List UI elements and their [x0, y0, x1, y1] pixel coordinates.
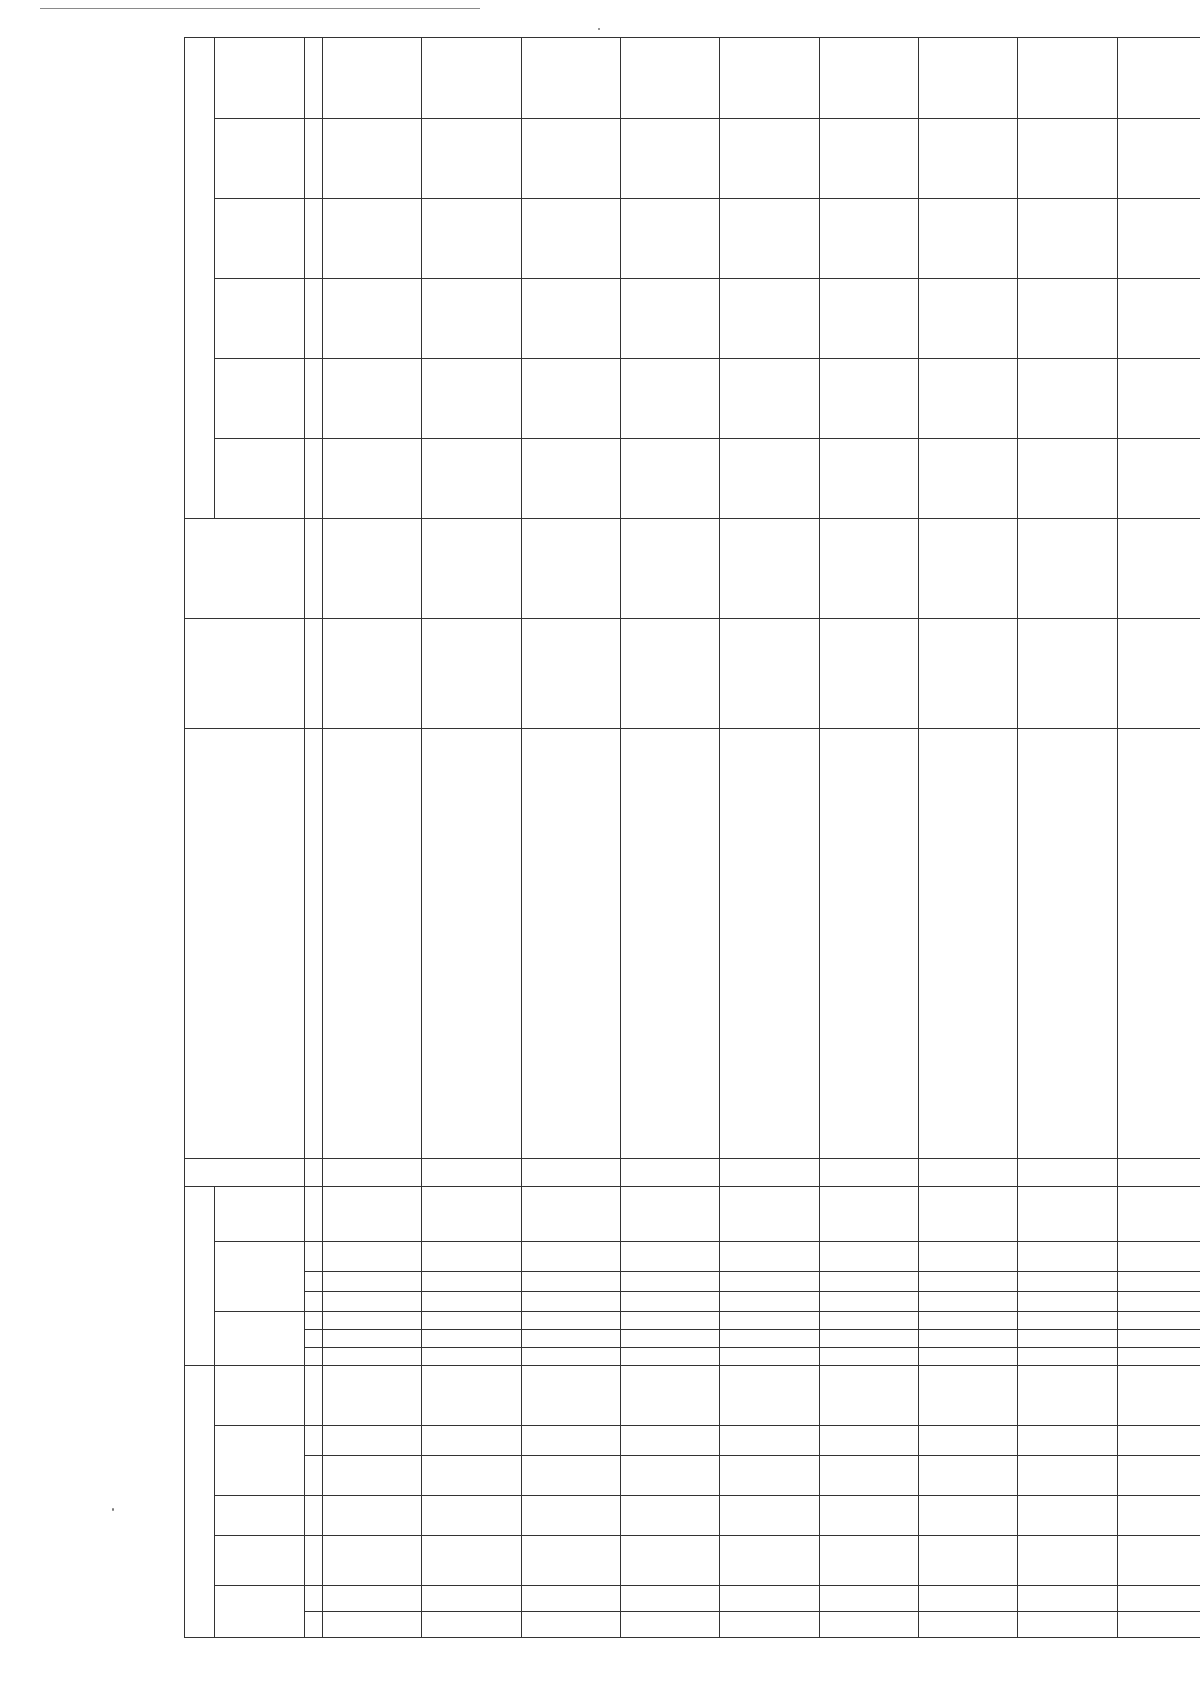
header-year — [215, 439, 305, 519]
year-value-cell — [1117, 37, 1200, 118]
header-responsible-executor — [215, 1242, 305, 1312]
code-cell — [720, 1312, 819, 1330]
code-cell — [819, 1426, 918, 1456]
code-cell — [819, 1536, 918, 1586]
header-unit-column — [185, 619, 305, 729]
code-cell — [323, 1272, 422, 1292]
code-cell — [521, 1612, 620, 1638]
row-name-cell — [918, 729, 1017, 1159]
code-cell — [918, 1242, 1017, 1272]
code-cell — [620, 1456, 719, 1496]
code-cell — [720, 1272, 819, 1292]
year-value-cell — [1117, 119, 1200, 199]
code-cell — [323, 1496, 422, 1536]
year-value-cell — [323, 359, 422, 439]
year-value-cell — [918, 119, 1017, 199]
code-cell — [720, 1330, 819, 1348]
column-number-cell — [305, 1330, 323, 1348]
year-value-cell — [1117, 439, 1200, 519]
year-value-cell — [521, 119, 620, 199]
year-value-cell — [620, 279, 719, 359]
code-cell — [918, 1187, 1017, 1242]
code-cell — [521, 1312, 620, 1330]
baseline-cell — [620, 519, 719, 619]
year-value-cell — [323, 119, 422, 199]
code-cell — [422, 1330, 521, 1348]
code-cell — [720, 1456, 819, 1496]
code-cell — [422, 1612, 521, 1638]
code-cell — [918, 1586, 1017, 1612]
column-number-cell — [305, 1348, 323, 1366]
code-cell — [819, 1456, 918, 1496]
header-years-group — [185, 37, 215, 518]
code-cell — [422, 1187, 521, 1242]
year-value-cell — [1117, 279, 1200, 359]
column-number-cell — [305, 1312, 323, 1330]
year-value-cell — [323, 279, 422, 359]
column-number-cell — [305, 519, 323, 619]
code-cell — [521, 1496, 620, 1536]
code-cell — [521, 1292, 620, 1312]
baseline-cell — [422, 519, 521, 619]
scan-speck — [598, 28, 600, 30]
code-cell — [819, 1330, 918, 1348]
header-structural-element-type — [215, 1496, 305, 1536]
year-value-cell — [819, 439, 918, 519]
code-cell — [720, 1159, 819, 1187]
year-value-cell — [422, 37, 521, 118]
year-value-cell — [323, 439, 422, 519]
table-row — [1018, 37, 1117, 1637]
code-cell — [720, 1612, 819, 1638]
code-cell — [819, 1312, 918, 1330]
code-cell — [1018, 1612, 1117, 1638]
year-value-cell — [620, 119, 719, 199]
year-value-cell — [918, 279, 1017, 359]
code-cell — [422, 1272, 521, 1292]
table-row — [720, 37, 819, 1637]
code-cell — [1018, 1426, 1117, 1456]
code-cell — [819, 1242, 918, 1272]
column-number-cell — [305, 1159, 323, 1187]
unit-cell — [1117, 619, 1200, 729]
table-row — [918, 37, 1017, 1637]
code-cell — [819, 1348, 918, 1366]
code-cell — [918, 1536, 1017, 1586]
code-cell — [819, 1292, 918, 1312]
unit-cell — [720, 619, 819, 729]
header-year — [215, 37, 305, 118]
code-cell — [323, 1426, 422, 1456]
code-cell — [1117, 1612, 1200, 1638]
year-value-cell — [1018, 279, 1117, 359]
year-value-cell — [720, 119, 819, 199]
code-cell — [422, 1348, 521, 1366]
code-cell — [1117, 1586, 1200, 1612]
year-value-cell — [918, 199, 1017, 279]
year-value-cell — [918, 359, 1017, 439]
year-value-cell — [521, 37, 620, 118]
code-cell — [323, 1242, 422, 1272]
year-value-cell — [620, 359, 719, 439]
table-row — [323, 37, 422, 1637]
baseline-cell — [918, 519, 1017, 619]
column-number-cell — [305, 1292, 323, 1312]
code-cell — [720, 1242, 819, 1272]
unit-cell — [918, 619, 1017, 729]
unit-cell — [1018, 619, 1117, 729]
baseline-cell — [521, 519, 620, 619]
column-number-cell — [305, 119, 323, 199]
column-number-cell — [305, 37, 323, 118]
header-budget-classification-code — [185, 1187, 215, 1366]
unit-cell — [323, 619, 422, 729]
year-value-cell — [819, 119, 918, 199]
code-cell — [620, 1242, 719, 1272]
rotated-table-container — [184, 98, 1200, 1638]
code-cell — [521, 1242, 620, 1272]
year-value-cell — [720, 279, 819, 359]
code-cell — [720, 1348, 819, 1366]
code-cell — [1018, 1496, 1117, 1536]
code-cell — [1018, 1366, 1117, 1426]
code-cell — [422, 1312, 521, 1330]
column-number-cell — [305, 1187, 323, 1242]
year-value-cell — [521, 359, 620, 439]
code-cell — [1117, 1292, 1200, 1312]
column-number-cell — [305, 1536, 323, 1586]
code-cell — [1018, 1348, 1117, 1366]
code-cell — [819, 1187, 918, 1242]
code-cell — [620, 1348, 719, 1366]
code-cell — [1018, 1187, 1117, 1242]
header-additional-analytic-code — [185, 1366, 215, 1638]
code-cell — [819, 1496, 918, 1536]
baseline-cell — [819, 519, 918, 619]
code-cell — [422, 1159, 521, 1187]
code-cell — [918, 1366, 1017, 1426]
column-number-cell — [305, 279, 323, 359]
column-number-cell — [305, 729, 323, 1159]
code-cell — [918, 1159, 1017, 1187]
code-cell — [918, 1456, 1017, 1496]
code-cell — [323, 1612, 422, 1638]
code-cell — [918, 1348, 1017, 1366]
header-year — [215, 199, 305, 279]
code-cell — [1117, 1187, 1200, 1242]
header-regional-project-task — [215, 1366, 305, 1426]
table-row — [620, 37, 719, 1637]
code-cell — [323, 1348, 422, 1366]
year-value-cell — [620, 439, 719, 519]
code-cell — [422, 1426, 521, 1456]
header-year — [215, 119, 305, 199]
year-value-cell — [620, 37, 719, 118]
code-cell — [323, 1536, 422, 1586]
header-expense-direction — [215, 1187, 305, 1242]
code-cell — [521, 1366, 620, 1426]
code-cell — [521, 1536, 620, 1586]
code-cell — [720, 1496, 819, 1536]
year-value-cell — [1117, 199, 1200, 279]
code-cell — [1018, 1312, 1117, 1330]
code-cell — [1117, 1272, 1200, 1292]
year-value-cell — [720, 359, 819, 439]
unit-cell — [819, 619, 918, 729]
year-value-cell — [918, 439, 1017, 519]
code-cell — [620, 1366, 719, 1426]
year-value-cell — [1018, 199, 1117, 279]
year-value-cell — [1018, 439, 1117, 519]
code-cell — [521, 1426, 620, 1456]
header-measure — [215, 1312, 305, 1366]
header-name-column — [185, 729, 305, 1159]
code-cell — [422, 1292, 521, 1312]
code-cell — [1117, 1312, 1200, 1330]
baseline-cell — [1117, 519, 1200, 619]
row-name-cell — [1018, 729, 1117, 1159]
code-cell — [323, 1366, 422, 1426]
code-cell — [720, 1586, 819, 1612]
column-number-cell — [305, 199, 323, 279]
column-number-cell — [305, 439, 323, 519]
row-name-cell — [422, 729, 521, 1159]
code-cell — [323, 1187, 422, 1242]
header-structural-element — [215, 1426, 305, 1496]
row-name-cell — [521, 729, 620, 1159]
code-cell — [1018, 1456, 1117, 1496]
code-cell — [1018, 1272, 1117, 1292]
year-value-cell — [521, 439, 620, 519]
code-cell — [620, 1536, 719, 1586]
year-value-cell — [819, 279, 918, 359]
year-value-cell — [521, 199, 620, 279]
header-state-program — [215, 1586, 305, 1638]
code-cell — [918, 1496, 1017, 1536]
code-cell — [1117, 1536, 1200, 1586]
code-cell — [1018, 1242, 1117, 1272]
code-cell — [323, 1312, 422, 1330]
code-cell — [422, 1496, 521, 1536]
code-cell — [1117, 1496, 1200, 1536]
year-value-cell — [422, 199, 521, 279]
code-cell — [323, 1159, 422, 1187]
code-cell — [620, 1187, 719, 1242]
year-value-cell — [819, 199, 918, 279]
code-cell — [620, 1426, 719, 1456]
code-cell — [620, 1159, 719, 1187]
header-baseline-column — [185, 519, 305, 619]
code-cell — [620, 1312, 719, 1330]
code-cell — [521, 1272, 620, 1292]
code-cell — [323, 1586, 422, 1612]
column-number-cell — [305, 359, 323, 439]
year-value-cell — [819, 359, 918, 439]
baseline-cell — [323, 519, 422, 619]
code-cell — [521, 1187, 620, 1242]
code-cell — [1018, 1536, 1117, 1586]
code-cell — [819, 1612, 918, 1638]
code-cell — [918, 1330, 1017, 1348]
code-cell — [422, 1586, 521, 1612]
code-cell — [1117, 1426, 1200, 1456]
year-value-cell — [720, 199, 819, 279]
code-cell — [620, 1292, 719, 1312]
code-cell — [620, 1272, 719, 1292]
code-cell — [422, 1242, 521, 1272]
code-cell — [620, 1496, 719, 1536]
column-number-cell — [305, 1612, 323, 1638]
row-name-cell — [620, 729, 719, 1159]
code-cell — [1018, 1586, 1117, 1612]
year-value-cell — [422, 439, 521, 519]
year-value-cell — [1018, 119, 1117, 199]
code-cell — [521, 1456, 620, 1496]
table-row — [422, 37, 521, 1637]
column-number-cell — [305, 1366, 323, 1426]
year-value-cell — [819, 37, 918, 118]
code-cell — [1117, 1456, 1200, 1496]
code-cell — [323, 1456, 422, 1496]
row-name-cell — [720, 729, 819, 1159]
code-cell — [819, 1366, 918, 1426]
code-cell — [1018, 1292, 1117, 1312]
code-cell — [720, 1366, 819, 1426]
column-number-cell — [305, 1426, 323, 1456]
year-value-cell — [422, 279, 521, 359]
code-cell — [1117, 1242, 1200, 1272]
column-number-cell — [305, 1456, 323, 1496]
row-name-cell — [323, 729, 422, 1159]
code-cell — [720, 1292, 819, 1312]
year-value-cell — [918, 37, 1017, 118]
column-number-cell — [305, 1496, 323, 1536]
code-cell — [918, 1292, 1017, 1312]
code-cell — [720, 1187, 819, 1242]
code-cell — [819, 1272, 918, 1292]
header-year — [215, 359, 305, 439]
code-cell — [1117, 1159, 1200, 1187]
year-value-cell — [323, 37, 422, 118]
program-indicators-table — [184, 37, 1200, 1638]
code-cell — [521, 1159, 620, 1187]
column-number-cell — [305, 1586, 323, 1612]
unit-cell — [620, 619, 719, 729]
code-cell — [620, 1612, 719, 1638]
code-cell — [918, 1312, 1017, 1330]
code-cell — [918, 1612, 1017, 1638]
code-cell — [1018, 1330, 1117, 1348]
year-value-cell — [720, 439, 819, 519]
code-cell — [918, 1426, 1017, 1456]
unit-cell — [422, 619, 521, 729]
column-number-cell — [305, 1272, 323, 1292]
header-direction — [215, 1536, 305, 1586]
code-cell — [521, 1586, 620, 1612]
scan-edge-line — [40, 8, 480, 9]
code-cell — [422, 1456, 521, 1496]
code-cell — [918, 1272, 1017, 1292]
code-cell — [422, 1366, 521, 1426]
row-name-cell — [1117, 729, 1200, 1159]
year-value-cell — [720, 37, 819, 118]
year-value-cell — [422, 359, 521, 439]
code-cell — [819, 1159, 918, 1187]
table-row — [819, 37, 918, 1637]
column-number-cell — [305, 619, 323, 729]
column-number-cell — [305, 1242, 323, 1272]
year-value-cell — [1018, 359, 1117, 439]
code-cell — [720, 1536, 819, 1586]
code-cell — [422, 1536, 521, 1586]
table-row — [521, 37, 620, 1637]
code-cell — [323, 1330, 422, 1348]
code-cell — [323, 1292, 422, 1312]
code-cell — [521, 1330, 620, 1348]
code-cell — [620, 1330, 719, 1348]
year-value-cell — [521, 279, 620, 359]
year-value-cell — [620, 199, 719, 279]
code-cell — [1018, 1159, 1117, 1187]
scan-speck — [112, 1508, 114, 1511]
code-cell — [1117, 1348, 1200, 1366]
code-cell — [620, 1586, 719, 1612]
code-cell — [819, 1586, 918, 1612]
code-cell — [521, 1348, 620, 1366]
year-value-cell — [1117, 359, 1200, 439]
code-cell — [1117, 1330, 1200, 1348]
baseline-cell — [1018, 519, 1117, 619]
year-value-cell — [1018, 37, 1117, 118]
code-cell — [720, 1426, 819, 1456]
code-cell — [1117, 1366, 1200, 1426]
header-year — [215, 279, 305, 359]
table-row — [1117, 37, 1200, 1637]
year-value-cell — [422, 119, 521, 199]
header-aip-code — [185, 1159, 305, 1187]
unit-cell — [521, 619, 620, 729]
baseline-cell — [720, 519, 819, 619]
row-name-cell — [819, 729, 918, 1159]
year-value-cell — [323, 199, 422, 279]
